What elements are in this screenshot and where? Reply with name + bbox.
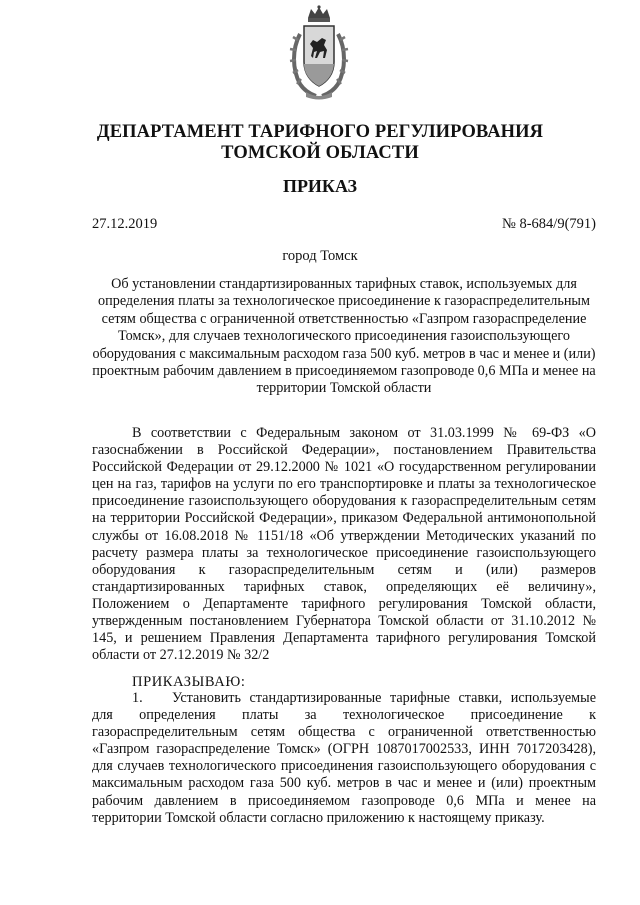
department-title xyxy=(60,122,580,164)
document-city: город Томск xyxy=(282,248,358,264)
department-title-line2: ТОМСКОЙ ОБЛАСТИ xyxy=(221,143,419,163)
document-type-title: ПРИКАЗ xyxy=(282,176,358,196)
order-heading: ПРИКАЗЫВАЮ: xyxy=(132,674,246,690)
preamble-paragraph: В соответствии с Федеральным законом от 31.03.1999 № 69-ФЗ «О газоснабжении в Российской Федерации», постановлением Правительства Российской Федерации от 29.12.2000 № 1021 «О государственном регулировании цен на газ, тарифов на услуги по его транспортировке и платы за технологическое присоединение газоиспользующего оборудования к газораспределительным сетям на территории Российской Федерации», приказом Федеральной антимонопольной службы от 16.08.2018 № 1151/18 «Об утверждении Методических указаний по расчету размера платы за технологическое присоединение газоиспользующего оборудования к газораспределительным сетям и (или) размеров стандартизированных тарифных ставок, определяющих её величину», Положением о Департаменте тарифного регулирования Томской области, утвержденным постановлением Губернатора Томской области от 31.10.2012 № 145, и решением Правления Департамента тарифного регулирования Томской области от 27.12.2019 № 32/2 xyxy=(92,425,596,664)
order-item xyxy=(92,690,596,827)
document-number: № 8-684/9(791) xyxy=(502,216,596,232)
department-title-line1: ДЕПАРТАМЕНТ ТАРИФНОГО РЕГУЛИРОВАНИЯ xyxy=(96,122,544,142)
order-item-text: Установить стандартизированные тарифные ставки, используемые для определения платы за технологическое присоединение к газораспределительным сетям общества с ограниченной ответственностью «Газпром газораспределение Томск» (ОГРН 1087017002533, ИНН 7017203428), для случаев технологического присоединения газоиспользующего оборудования с максимальным расходом газа 500 куб. метров в час и менее и (или) проектным рабочим давлением в присоединяемом газопроводе 0,6 МПа и менее на территории Томской области согласно приложению к настоящему приказу. xyxy=(92,690,596,826)
coat-of-arms-icon xyxy=(286,4,352,102)
document-date: 27.12.2019 xyxy=(92,216,158,232)
order-item-number: 1. xyxy=(132,690,143,706)
document-subject: Об установлении стандартизированных тарифных ставок, используемых для определения платы за технологическое присоединение к газораспределительным сетям общества с ограниченной ответственностью «Газпром газораспределение Томск», для случаев технологического присоединения газоиспользующего оборудования с максимальным расходом газа 500 куб. метров в час и менее и (или) проектным рабочим давлением в присоединяемом газопроводе 0,6 МПа и менее на территории Томской области xyxy=(92,276,596,397)
